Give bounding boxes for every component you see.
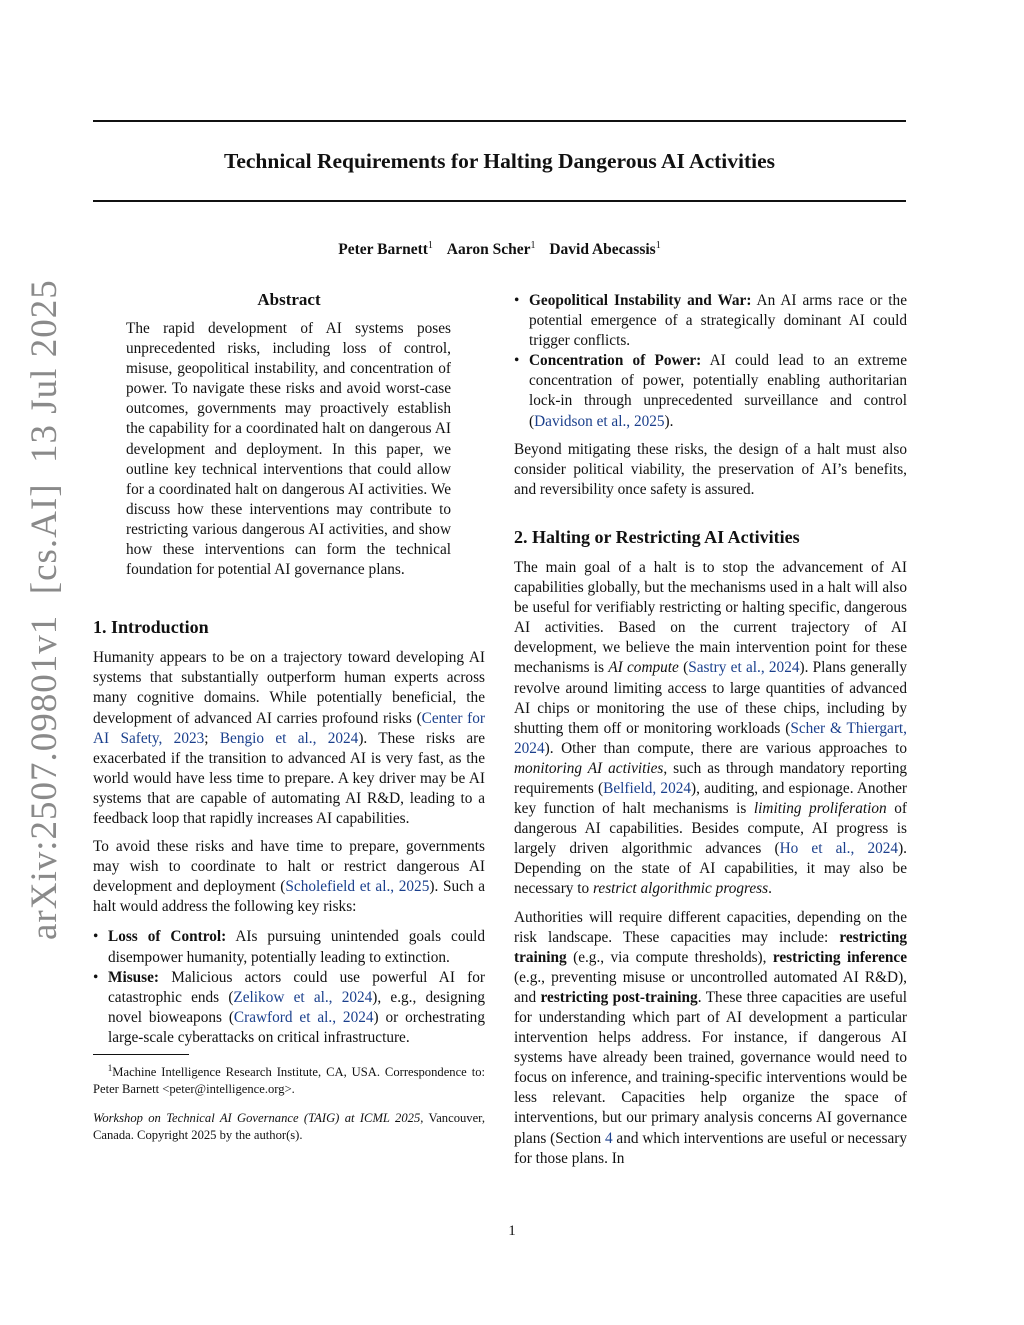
halting-paragraph-2: Authorities will require different capacities, depending on the risk landscape. These capacities may include: restricting training (e.g., via compute thresholds), restricting inference (e.g., preventing misuse or uncontrolled automated AI R&D), and restricting post-training. These three capacities are useful for understanding which part of AI development a particular intervention helps address. For instance, if dangerous AI systems have already been trained, governance would need to focus on inference, and training-specific interventions would be less relevant. Capacities help organize the space of interventions, but our primary analysis concerns AI governance plans (Section 4 and which interventions are useful or necessary for those plans. In xyxy=(514,908,907,1167)
citation-link[interactable]: Crawford et al., 2024 xyxy=(233,1008,374,1026)
author: David Abecassis$^1$ xyxy=(549,240,661,258)
title-rule-bottom xyxy=(93,200,906,202)
footnote-rule xyxy=(93,1054,189,1055)
citation-link[interactable]: Ho et al., 2024 xyxy=(779,840,899,858)
risk-item-concentration-of-power: • Concentration of Power: AI could lead to an extreme concentration of power, potentially enabling authoritarian lock-in through unprecedented surveillance and control (Davidson et al., 2025). xyxy=(514,352,907,430)
citation-link[interactable]: Scher & Thiergart, 2024 xyxy=(514,719,907,757)
citation-link[interactable]: Center for AI Safety, 2023 xyxy=(93,709,486,747)
citation-link[interactable]: Scholefield et al., 2025 xyxy=(285,878,430,896)
citation-link[interactable]: Belfield, 2024 xyxy=(603,779,692,797)
intro-paragraph-2: To avoid these risks and have time to prepare, governments may wish to coordinate to halt or restrict dangerous AI development and deployment (Scholefield et al., 2025). Such a halt would address the following key risks: xyxy=(93,838,485,916)
citation-link[interactable]: Sastry et al., 2024 xyxy=(688,659,800,677)
beyond-paragraph: Beyond mitigating these risks, the design of a halt must also consider political viability, the preservation of AI’s benefits, and reversibility once safety is assured. xyxy=(514,440,907,498)
risk-item-misuse: • Misuse: Malicious actors could use powerful AI for catastrophic ends (Zelikow et al., 2024), e.g., designing novel bioweapons (Crawford et al., 2024) or orchestrating large-scale cyberattacks on critical infrastructure. xyxy=(93,968,485,1046)
risk-list xyxy=(93,927,485,1048)
citation-link[interactable]: Davidson et al., 2025 xyxy=(534,412,665,430)
author: Peter Barnett$^1$ xyxy=(338,240,433,258)
page-number: 1 xyxy=(508,1223,516,1239)
bullet: • xyxy=(514,352,520,370)
risk-item-geopolitical: • Geopolitical Instability and War: An AI arms race or the potential emergence of a strategically dominant AI could trigger conflicts. xyxy=(514,292,907,350)
citation-link[interactable]: Zelikow et al., 2024 xyxy=(233,988,373,1006)
abstract-text: The rapid development of AI systems poses unprecedented risks, including loss of control, misuse, geopolitical instability, and concentration of power. To navigate these risks and avoid worst-case outcomes, governments may proactively establish the capability for a coordinated halt on dangerous AI development and deployment. In this paper, we outline key technical interventions that could allow for a coordinated halt on dangerous AI activities. We discuss how these interventions may contribute to restricting various dangerous AI activities, and show how these interventions can form the technical foundation for potential AI governance plans. xyxy=(126,320,451,579)
bullet: • xyxy=(93,968,99,986)
citation-link[interactable]: Bengio et al., 2024 xyxy=(219,729,359,747)
title-rule-top xyxy=(93,120,906,122)
section-heading-halting: 2. Halting or Restricting AI Activities xyxy=(514,526,800,547)
paper-title: Technical Requirements for Halting Dangerous AI Activities xyxy=(223,149,776,173)
bullet: • xyxy=(93,928,99,946)
halting-paragraph-1: The main goal of a halt is to stop the advancement of AI capabilities globally, but the mechanisms used in a halt will also be useful for verifiably restricting or halting specific, dangerous AI activities. Based on the current trajectory of AI development, we believe the main intervention point for these mechanisms is AI compute (Sastry et al., 2024). Plans generally revolve around limiting access to large quantities of advanced AI chips or monitoring the use of these chips, including by shutting them off or monitoring workloads (Scher & Thiergart, 2024). Other than compute, there are various approaches to monitoring AI activities, such as through mandatory reporting requirements (Belfield, 2024), auditing, and espionage. Another key function of halt mechanisms is limiting proliferation of dangerous AI capabilities. Besides compute, AI progress is largely driven algorithmic advances (Ho et al., 2024). Depending on the state of AI capabilities, it may also be necessary to restrict algorithmic progress. xyxy=(514,558,907,898)
section-reference-link[interactable]: 4 xyxy=(604,1129,613,1147)
author-list xyxy=(93,234,906,262)
affiliation-footnote: $^1$Machine Intelligence Research Institute, CA, USA. Correspondence to: Peter Barnett <peter@intelligence.org>. xyxy=(93,1063,485,1096)
risk-item-loss-of-control: • Loss of Control: AIs pursuing unintended goals could disempower humanity, potentially leading to extinction. xyxy=(93,928,486,966)
risk-list-continued xyxy=(514,291,907,432)
section-heading-introduction: 1. Introduction xyxy=(93,617,209,638)
abstract-heading: Abstract xyxy=(257,290,321,309)
left-column xyxy=(93,288,485,1144)
bullet: • xyxy=(514,292,520,309)
intro-paragraph-1: Humanity appears to be on a trajectory toward developing AI systems that substantially outperform human experts across many cognitive domains. While potentially beneficial, the development of advanced AI carries profound risks (Center for AI Safety, 2023; Bengio et al., 2024). These risks are exacerbated if the transition to advanced AI is very fast, as the world would have less time to prepare. A key driver may be AI systems that are capable of automating AI R&D, leading to a feedback loop that rapidly increases AI capabilities. xyxy=(93,649,486,827)
arxiv-identifier-stamp: arXiv:2507.09801v1 [cs.AI] 13 Jul 2025 xyxy=(24,279,65,940)
author: Aaron Scher$^1$ xyxy=(446,240,536,258)
right-column xyxy=(514,288,907,1169)
workshop-note: Workshop on Technical AI Governance (TAIG) at ICML 2025, Vancouver, Canada. Copyright 2025 by the author(s). xyxy=(93,1111,486,1142)
